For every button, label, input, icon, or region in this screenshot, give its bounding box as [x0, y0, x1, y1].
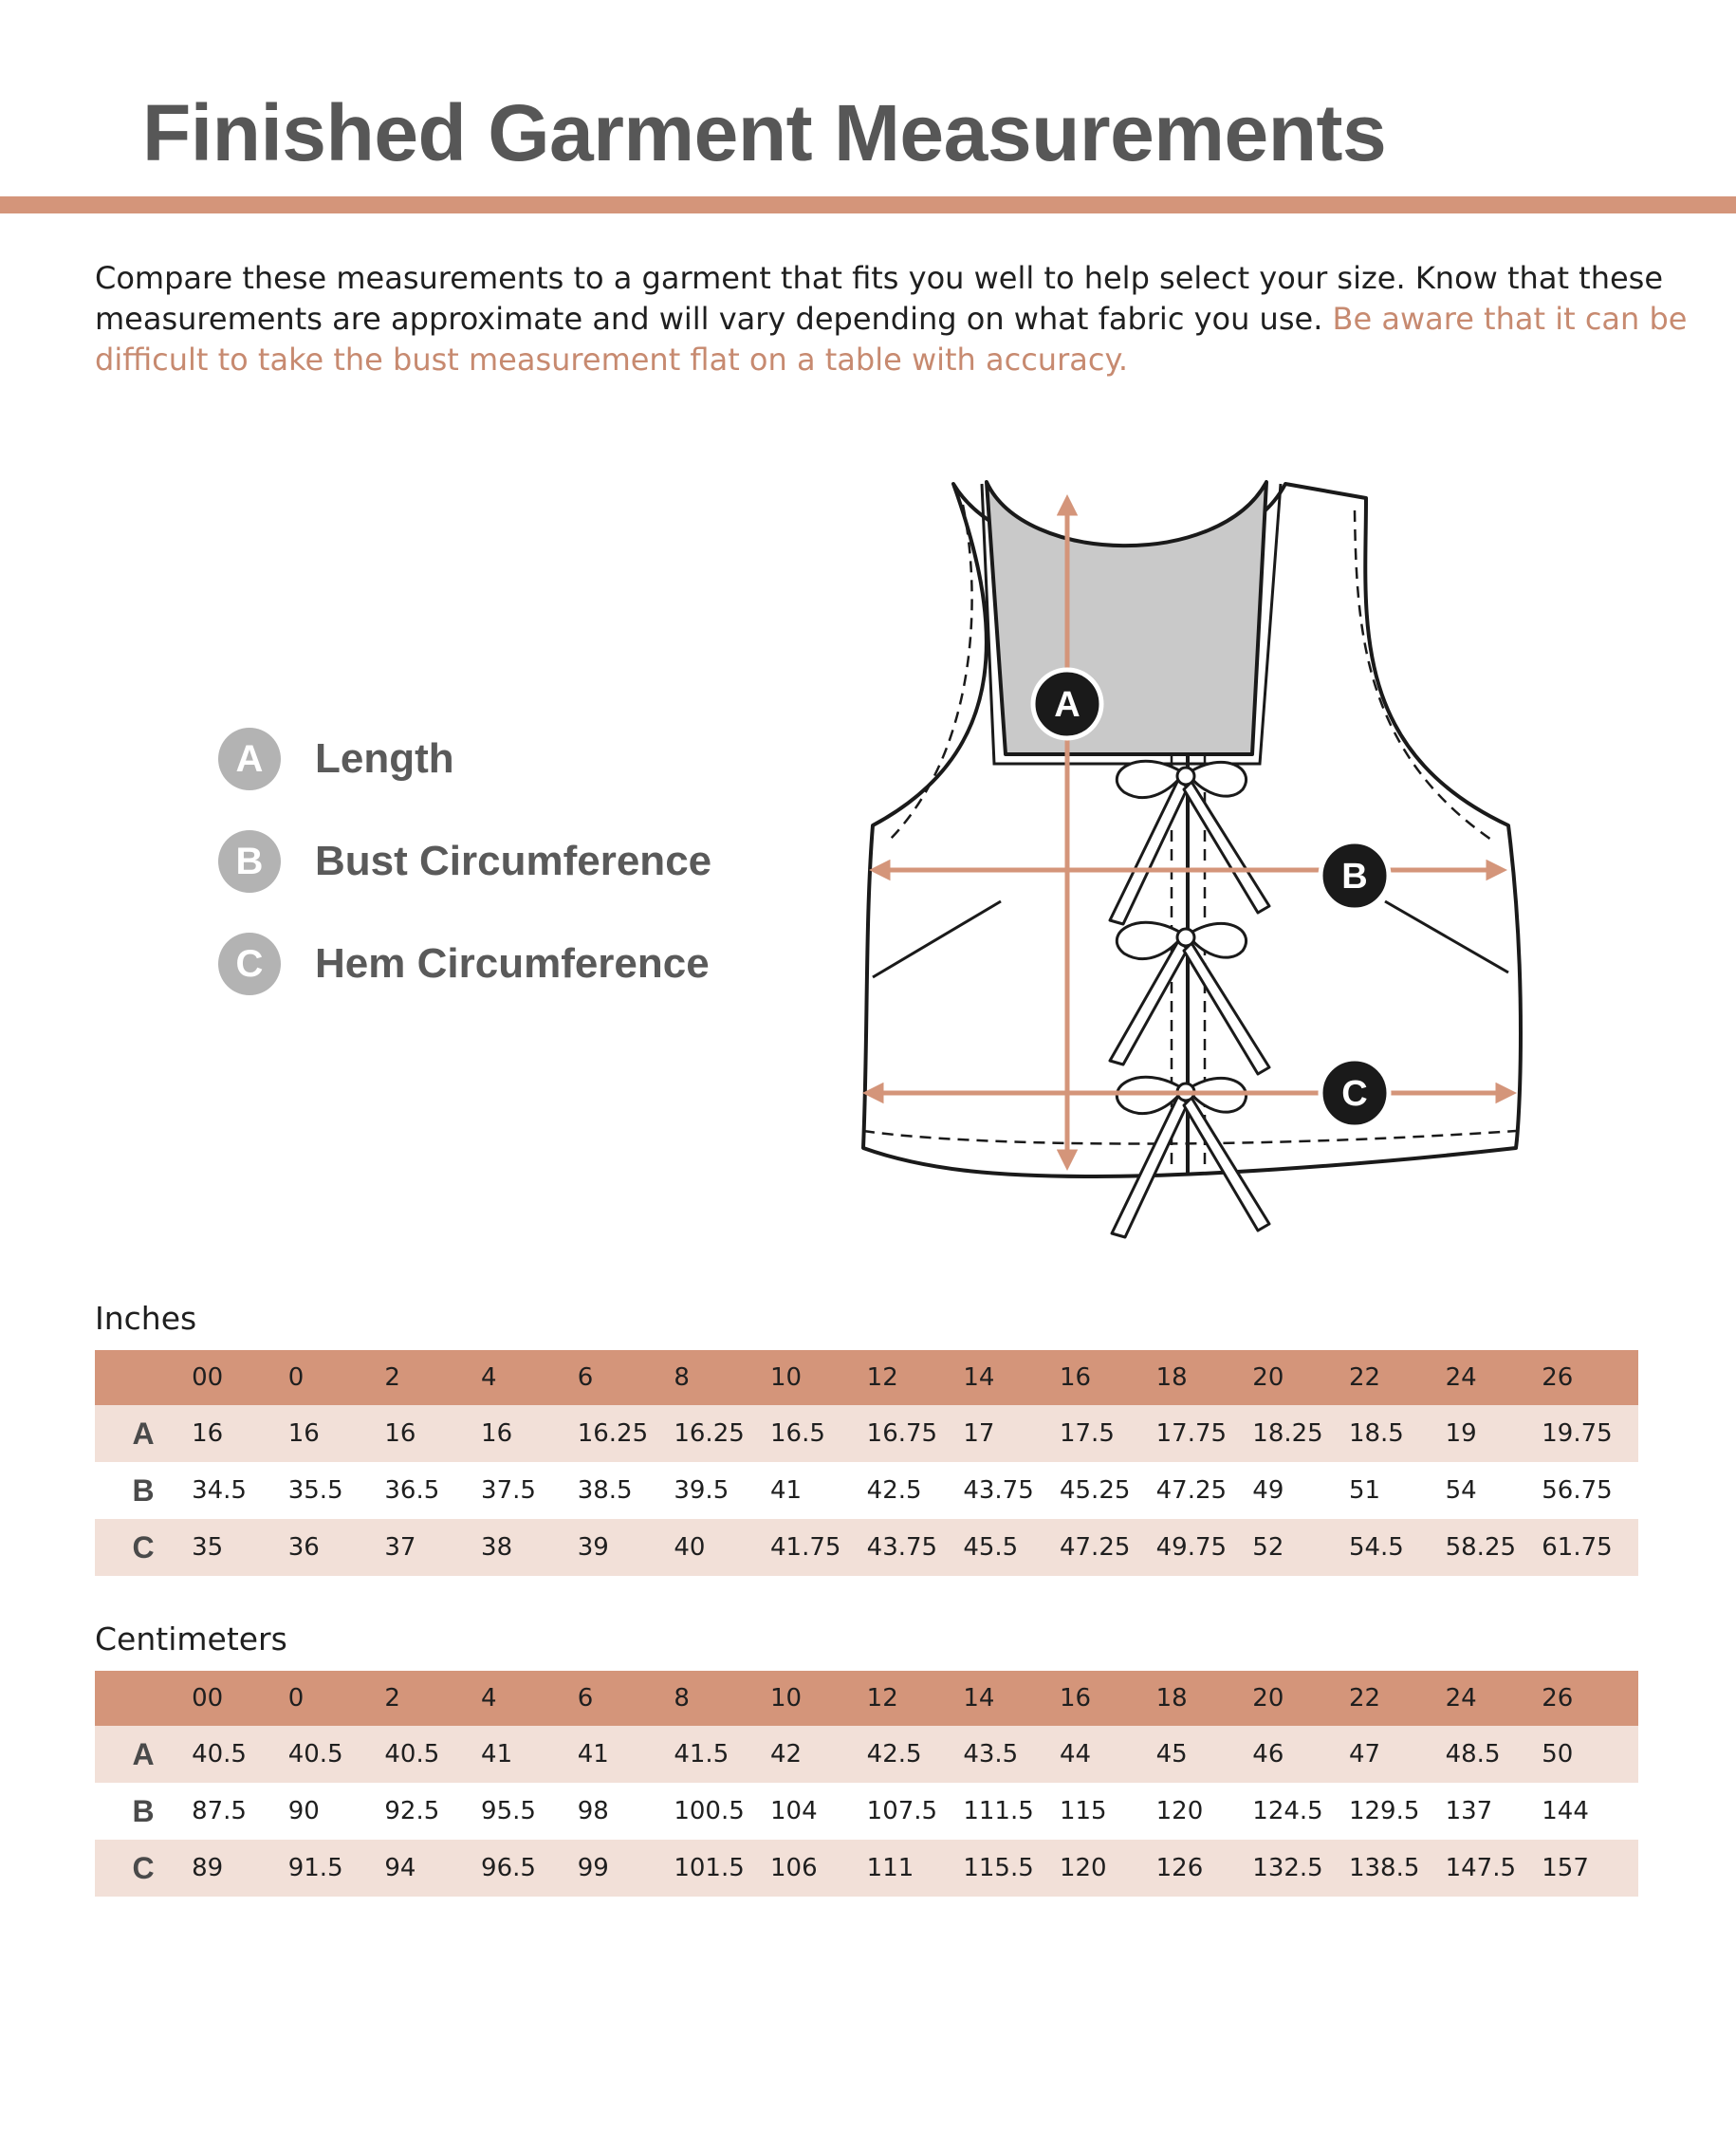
- table-cell: 47.25: [1059, 1533, 1131, 1562]
- table-cell: 42: [770, 1740, 803, 1768]
- row-label: A: [132, 1416, 155, 1451]
- table-cell: 42.5: [866, 1740, 922, 1768]
- table-row-hem: [95, 1840, 1638, 1897]
- row-label: C: [132, 1850, 155, 1885]
- marker-c: [1320, 1059, 1389, 1127]
- table-cell: 95.5: [481, 1797, 536, 1825]
- size-header: 8: [674, 1363, 690, 1392]
- table-cell: 41: [481, 1740, 513, 1768]
- table-cell: 37: [384, 1533, 416, 1562]
- centimeters-heading: Centimeters: [95, 1620, 287, 1657]
- table-cell: 16: [192, 1419, 224, 1448]
- table-cell: 54: [1445, 1476, 1477, 1505]
- size-header: 2: [384, 1363, 400, 1392]
- size-header: 14: [963, 1363, 995, 1392]
- table-cell: 106: [770, 1854, 818, 1882]
- table-cell: 38: [481, 1533, 513, 1562]
- table-cell: 138.5: [1348, 1854, 1420, 1882]
- table-cell: 36.5: [384, 1476, 440, 1505]
- table-cell: 137: [1445, 1797, 1493, 1825]
- marker-b-label: B: [1341, 857, 1368, 897]
- table-cell: 126: [1155, 1854, 1204, 1882]
- size-header: 12: [866, 1684, 898, 1713]
- table-cell: 50: [1542, 1740, 1574, 1768]
- table-cell: 45.25: [1059, 1476, 1131, 1505]
- table-cell: 147.5: [1445, 1854, 1517, 1882]
- size-header: 00: [192, 1684, 224, 1713]
- table-cell: 39: [577, 1533, 609, 1562]
- size-header: 10: [770, 1363, 803, 1392]
- marker-a: [1033, 670, 1101, 738]
- size-header: 22: [1348, 1684, 1381, 1713]
- table-cell: 48.5: [1445, 1740, 1501, 1768]
- size-header: 2: [384, 1684, 400, 1713]
- table-cell: 91.5: [287, 1854, 343, 1882]
- table-cell: 56.75: [1542, 1476, 1613, 1505]
- table-cell: 41.5: [674, 1740, 729, 1768]
- table-row-bust: [95, 1783, 1638, 1840]
- table-cell: 120: [1155, 1797, 1204, 1825]
- size-header: 26: [1542, 1684, 1574, 1713]
- size-header: 8: [674, 1684, 690, 1713]
- legend-badge-b: B: [218, 830, 281, 893]
- size-header: 14: [963, 1684, 995, 1713]
- table-cell: 132.5: [1252, 1854, 1323, 1882]
- table-cell: 42.5: [866, 1476, 922, 1505]
- table-cell: 39.5: [674, 1476, 729, 1505]
- size-header-row: [95, 1671, 1638, 1726]
- table-cell: 98: [577, 1797, 609, 1825]
- header-corner: [95, 1671, 192, 1726]
- table-cell: 104: [770, 1797, 818, 1825]
- table-cell: 17: [963, 1419, 995, 1448]
- table-cell: 52: [1252, 1533, 1284, 1562]
- table-cell: 101.5: [674, 1854, 745, 1882]
- inches-table: [95, 1350, 1638, 1576]
- table-cell: 41.75: [770, 1533, 841, 1562]
- header-corner: [95, 1350, 192, 1405]
- intro-accent-text: Be aware that it can be difficult to take the bust measurement flat on a table with accuracy.: [95, 301, 1688, 378]
- table-cell: 17.75: [1155, 1419, 1228, 1448]
- table-cell: 45.5: [963, 1533, 1019, 1562]
- legend-item-hem: [218, 931, 710, 997]
- table-cell: 47.25: [1155, 1476, 1228, 1505]
- row-label: C: [132, 1529, 155, 1565]
- table-cell: 16: [481, 1419, 513, 1448]
- table-cell: 49.75: [1155, 1533, 1228, 1562]
- table-cell: 18.5: [1348, 1419, 1404, 1448]
- table-cell: 120: [1059, 1854, 1107, 1882]
- table-cell: 40.5: [192, 1740, 247, 1768]
- page-title: Finished Garment Measurements: [142, 88, 1387, 177]
- table-cell: 58.25: [1445, 1533, 1517, 1562]
- table-cell: 43.5: [963, 1740, 1019, 1768]
- table-cell: 99: [577, 1854, 609, 1882]
- size-header: 0: [287, 1363, 305, 1392]
- size-header: 22: [1348, 1363, 1381, 1392]
- legend-label-bust: Bust Circumference: [315, 838, 712, 884]
- table-cell: 16: [384, 1419, 416, 1448]
- table-cell: 89: [192, 1854, 224, 1882]
- table-cell: 43.75: [963, 1476, 1034, 1505]
- size-header: 26: [1542, 1363, 1574, 1392]
- table-cell: 41: [770, 1476, 803, 1505]
- title-divider: [0, 196, 1736, 213]
- table-row-bust: [95, 1462, 1638, 1519]
- size-header: 24: [1445, 1684, 1477, 1713]
- table-cell: 115.5: [963, 1854, 1034, 1882]
- table-cell: 96.5: [481, 1854, 536, 1882]
- table-cell: 43.75: [866, 1533, 938, 1562]
- table-cell: 157: [1542, 1854, 1589, 1882]
- vest-diagram: [835, 465, 1556, 1252]
- size-header: 18: [1155, 1363, 1188, 1392]
- table-cell: 41: [577, 1740, 609, 1768]
- table-cell: 16.5: [770, 1419, 825, 1448]
- table-cell: 16.25: [674, 1419, 745, 1448]
- size-header: 20: [1252, 1684, 1284, 1713]
- intro-paragraph: [95, 258, 1708, 380]
- table-cell: 115: [1059, 1797, 1107, 1825]
- size-header: 10: [770, 1684, 803, 1713]
- table-row-hem: [95, 1519, 1638, 1576]
- table-cell: 111.5: [963, 1797, 1034, 1825]
- size-header: 6: [577, 1363, 594, 1392]
- row-label: B: [132, 1472, 155, 1508]
- table-cell: 90: [287, 1797, 320, 1825]
- table-cell: 124.5: [1252, 1797, 1323, 1825]
- size-header: 00: [192, 1363, 224, 1392]
- legend-badge-a: A: [218, 728, 281, 790]
- table-cell: 107.5: [866, 1797, 938, 1825]
- size-header: 6: [577, 1684, 594, 1713]
- table-cell: 19.75: [1542, 1419, 1613, 1448]
- size-header: 16: [1059, 1363, 1092, 1392]
- table-cell: 16.25: [577, 1419, 649, 1448]
- table-cell: 35.5: [287, 1476, 343, 1505]
- legend-label-hem: Hem Circumference: [315, 940, 710, 987]
- size-header: 4: [481, 1363, 497, 1392]
- neck-facing: [982, 482, 1281, 764]
- size-header-row: [95, 1350, 1638, 1405]
- table-row-length: [95, 1405, 1638, 1462]
- intro-text: Compare these measurements to a garment that fits you well to help select your size. Know that these measurements are approximate and will vary depending on what fabric you use.: [95, 260, 1664, 337]
- table-cell: 40.5: [287, 1740, 343, 1768]
- legend-item-bust: [218, 828, 711, 895]
- table-cell: 45: [1155, 1740, 1188, 1768]
- legend-item-length: [218, 726, 454, 792]
- table-cell: 34.5: [192, 1476, 247, 1505]
- table-cell: 16: [287, 1419, 320, 1448]
- table-cell: 94: [384, 1854, 416, 1882]
- size-header: 12: [866, 1363, 898, 1392]
- table-cell: 49: [1252, 1476, 1284, 1505]
- table-cell: 129.5: [1348, 1797, 1420, 1825]
- size-header: 0: [287, 1684, 305, 1713]
- table-row-length: [95, 1726, 1638, 1783]
- row-label: A: [132, 1736, 155, 1771]
- table-cell: 16.75: [866, 1419, 938, 1448]
- legend-badge-c: C: [218, 933, 281, 995]
- size-header: 24: [1445, 1363, 1477, 1392]
- table-cell: 19: [1445, 1419, 1477, 1448]
- row-label: B: [132, 1793, 155, 1828]
- inches-heading: Inches: [95, 1300, 197, 1337]
- table-cell: 40: [674, 1533, 706, 1562]
- table-cell: 36: [287, 1533, 320, 1562]
- table-cell: 100.5: [674, 1797, 745, 1825]
- marker-a-label: A: [1054, 685, 1080, 725]
- legend-label-length: Length: [315, 735, 454, 782]
- table-cell: 92.5: [384, 1797, 440, 1825]
- table-cell: 87.5: [192, 1797, 247, 1825]
- table-cell: 51: [1348, 1476, 1381, 1505]
- table-cell: 144: [1542, 1797, 1589, 1825]
- marker-b: [1320, 842, 1389, 910]
- table-cell: 47: [1348, 1740, 1381, 1768]
- table-cell: 40.5: [384, 1740, 440, 1768]
- table-cell: 44: [1059, 1740, 1092, 1768]
- size-header: 4: [481, 1684, 497, 1713]
- table-cell: 37.5: [481, 1476, 536, 1505]
- table-cell: 18.25: [1252, 1419, 1323, 1448]
- table-cell: 46: [1252, 1740, 1284, 1768]
- table-cell: 111: [866, 1854, 914, 1882]
- size-header: 18: [1155, 1684, 1188, 1713]
- table-cell: 38.5: [577, 1476, 633, 1505]
- marker-c-label: C: [1341, 1074, 1368, 1114]
- table-cell: 35: [192, 1533, 224, 1562]
- size-header: 20: [1252, 1363, 1284, 1392]
- table-cell: 54.5: [1348, 1533, 1404, 1562]
- table-cell: 17.5: [1059, 1419, 1115, 1448]
- size-header: 16: [1059, 1684, 1092, 1713]
- centimeters-table: [95, 1671, 1638, 1897]
- table-cell: 61.75: [1542, 1533, 1613, 1562]
